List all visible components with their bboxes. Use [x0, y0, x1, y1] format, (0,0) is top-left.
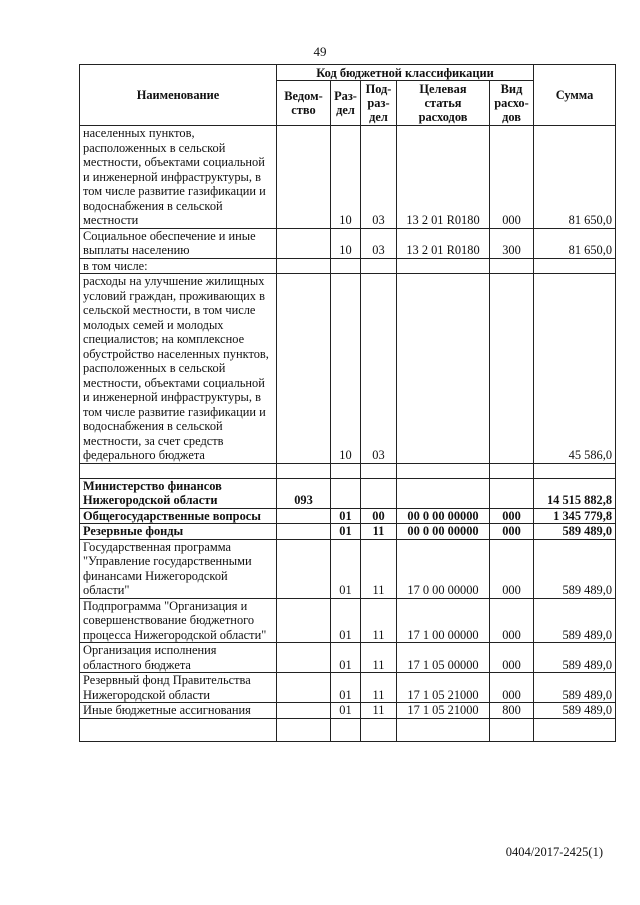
spacer-row [80, 718, 616, 741]
row-vid [490, 258, 534, 274]
row-podrazdel: 11 [361, 539, 397, 598]
row-ved: 093 [277, 478, 331, 508]
row-ved [277, 598, 331, 643]
table-row [80, 258, 616, 274]
row-vid: 000 [490, 126, 534, 229]
row-vid: 000 [490, 673, 534, 703]
row-vid: 000 [490, 598, 534, 643]
row-summa: 589 489,0 [534, 524, 616, 540]
row-podrazdel: 03 [361, 126, 397, 229]
row-podrazdel [361, 478, 397, 508]
row-razdel: 10 [331, 228, 361, 258]
spacer-row [80, 463, 616, 478]
table-row [80, 539, 616, 598]
row-ved [277, 508, 331, 524]
row-name: Общегосударственные вопросы [80, 508, 277, 524]
row-razdel: 01 [331, 703, 361, 719]
row-ved [277, 524, 331, 540]
header-vid: Вид расхо-дов [490, 81, 534, 126]
row-podrazdel: 03 [361, 228, 397, 258]
table-row [80, 643, 616, 673]
row-ved [277, 258, 331, 274]
row-name: Министерство финансов Нижегородской области [80, 478, 277, 508]
row-vid [490, 478, 534, 508]
row-celevaya: 13 2 01 R0180 [397, 126, 490, 229]
table-row [80, 598, 616, 643]
row-ved [277, 703, 331, 719]
row-summa: 45 586,0 [534, 274, 616, 464]
row-celevaya: 17 1 05 00000 [397, 643, 490, 673]
row-ved [277, 274, 331, 464]
table-row [80, 673, 616, 703]
row-celevaya: 00 0 00 00000 [397, 524, 490, 540]
row-podrazdel: 11 [361, 703, 397, 719]
row-razdel: 01 [331, 539, 361, 598]
row-ved [277, 643, 331, 673]
row-summa: 1 345 779,8 [534, 508, 616, 524]
row-vid: 300 [490, 228, 534, 258]
row-razdel: 01 [331, 598, 361, 643]
row-celevaya: 17 1 00 00000 [397, 598, 490, 643]
row-razdel: 10 [331, 274, 361, 464]
row-celevaya: 00 0 00 00000 [397, 508, 490, 524]
header-code-group: Код бюджетной классификации [277, 65, 534, 81]
row-name: Резервный фонд Правительства Нижегородской области [80, 673, 277, 703]
row-celevaya: 17 1 05 21000 [397, 703, 490, 719]
row-summa: 81 650,0 [534, 126, 616, 229]
row-razdel: 01 [331, 673, 361, 703]
row-razdel: 01 [331, 643, 361, 673]
row-summa: 81 650,0 [534, 228, 616, 258]
row-summa [534, 258, 616, 274]
row-name: Государственная программа "Управление государственными финансами Нижегородской области" [80, 539, 277, 598]
header-celevaya: Целевая статья расходов [397, 81, 490, 126]
table-row [80, 524, 616, 540]
row-razdel: 10 [331, 126, 361, 229]
row-name: Организация исполнения областного бюджета [80, 643, 277, 673]
row-vid: 000 [490, 539, 534, 598]
table-row [80, 126, 616, 229]
row-name: Резервные фонды [80, 524, 277, 540]
row-name: Подпрограмма "Организация и совершенствование бюджетного процесса Нижегородской области" [80, 598, 277, 643]
table-row [80, 703, 616, 719]
row-razdel [331, 478, 361, 508]
table-row [80, 508, 616, 524]
row-podrazdel [361, 258, 397, 274]
row-summa: 589 489,0 [534, 643, 616, 673]
row-razdel: 01 [331, 524, 361, 540]
row-celevaya [397, 274, 490, 464]
row-vid: 000 [490, 524, 534, 540]
row-name: Социальное обеспечение и иные выплаты населению [80, 228, 277, 258]
row-vid: 800 [490, 703, 534, 719]
budget-table [79, 64, 616, 742]
row-ved [277, 539, 331, 598]
header-podrazdel: Под-раз-дел [361, 81, 397, 126]
header-name: Наименование [80, 65, 277, 126]
row-celevaya [397, 258, 490, 274]
header-summa: Сумма [534, 65, 616, 126]
page-number: 49 [313, 44, 327, 59]
table-row [80, 274, 616, 464]
row-razdel: 01 [331, 508, 361, 524]
row-summa: 589 489,0 [534, 539, 616, 598]
row-celevaya: 13 2 01 R0180 [397, 228, 490, 258]
row-summa: 14 515 882,8 [534, 478, 616, 508]
row-name: населенных пунктов, расположенных в сельской местности, объектами социальной и инженерной инфраструктуры, в том числе развитие газификации и водоснабжения в сельской местности [80, 126, 277, 229]
row-podrazdel: 00 [361, 508, 397, 524]
row-razdel [331, 258, 361, 274]
row-summa: 589 489,0 [534, 598, 616, 643]
row-ved [277, 228, 331, 258]
row-podrazdel: 11 [361, 643, 397, 673]
header-vedomstvo: Ведом-ство [277, 81, 331, 126]
row-summa: 589 489,0 [534, 703, 616, 719]
row-vid [490, 274, 534, 464]
row-podrazdel: 03 [361, 274, 397, 464]
row-celevaya: 17 0 00 00000 [397, 539, 490, 598]
document-number: 0404/2017-2425(1) [505, 845, 603, 859]
row-ved [277, 673, 331, 703]
row-name: расходы на улучшение жилищных условий граждан, проживающих в сельской местности, в том числе молодых семей и молодых специалистов; на комплексное обустройство населенных пунктов, расположенных в сельской местности, объектами социальной и инженерной инфраструктуры, в том числе развитие газификации и водоснабжения в сельской местности, за счет средств федерального бюджета [80, 274, 277, 464]
row-celevaya [397, 478, 490, 508]
row-name: Иные бюджетные ассигнования [80, 703, 277, 719]
row-podrazdel: 11 [361, 598, 397, 643]
table-row [80, 478, 616, 508]
row-summa: 589 489,0 [534, 673, 616, 703]
row-podrazdel: 11 [361, 673, 397, 703]
row-celevaya: 17 1 05 21000 [397, 673, 490, 703]
row-name: в том числе: [80, 258, 277, 274]
header-razdel: Раз-дел [331, 81, 361, 126]
row-podrazdel: 11 [361, 524, 397, 540]
row-vid: 000 [490, 508, 534, 524]
row-vid: 000 [490, 643, 534, 673]
row-ved [277, 126, 331, 229]
table-row [80, 228, 616, 258]
